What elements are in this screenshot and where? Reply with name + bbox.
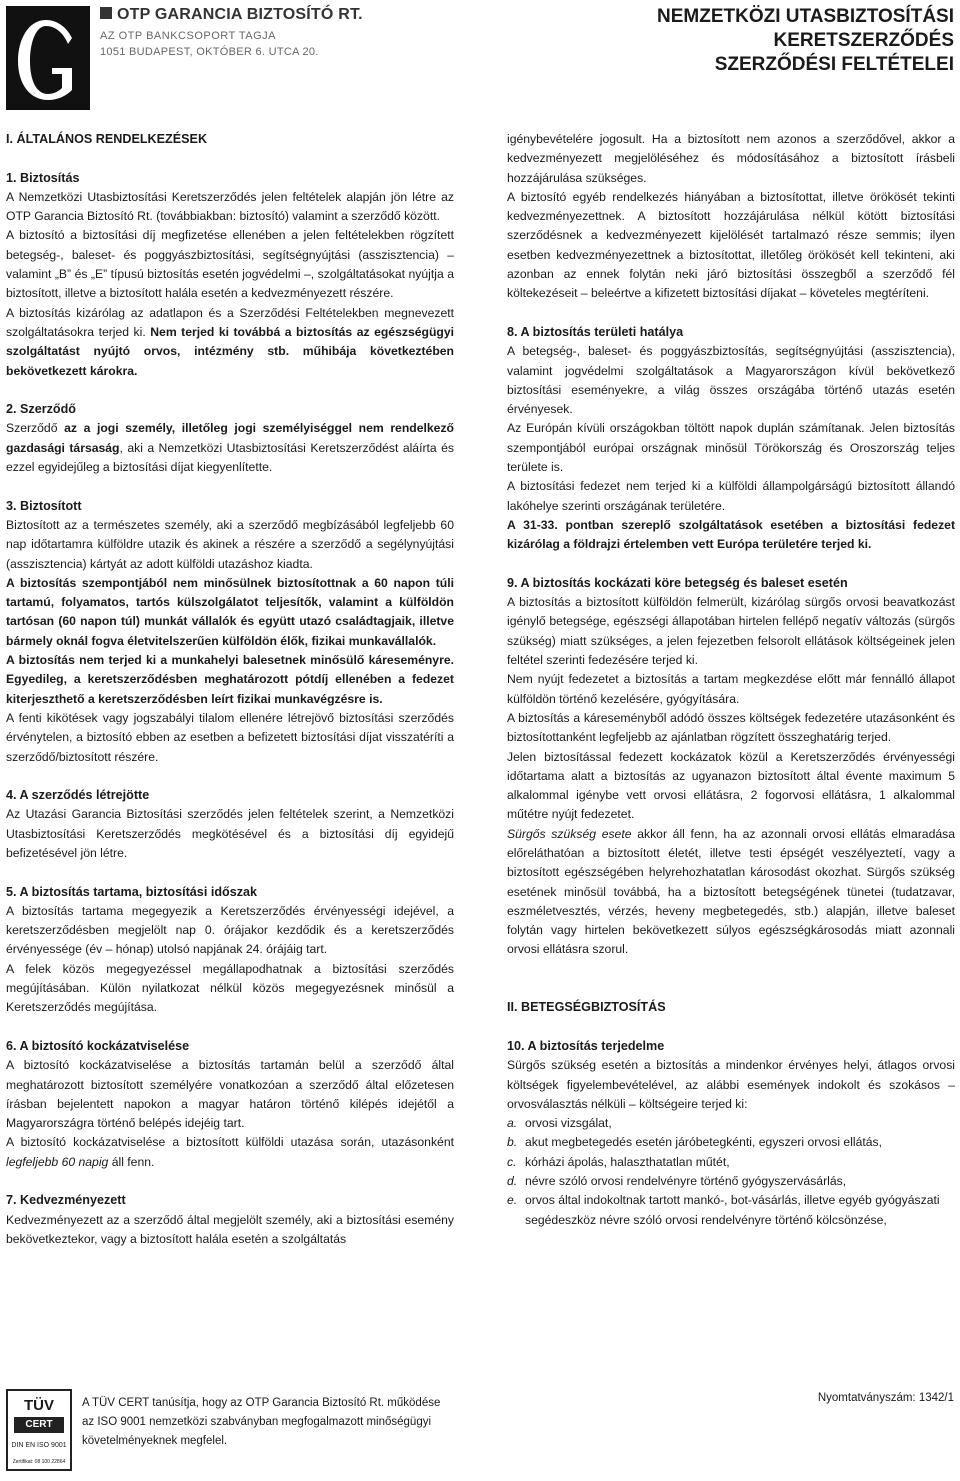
paragraph: A biztosítás kizárólag az adatlapon és a Szerződési Feltételekben megnevezett szolgáltatásokra terjed ki. Nem terjed ki továbbá a biztosítás az egészségügyi szolgáltatást nyújtó orvos, intézmény stb. műhibája következtében bekövetkezett károkra. [6, 305, 454, 378]
paragraph: A fenti kikötések vagy jogszabályi tilalom ellenére létrejövő biztosítási szerződés érvénytelen, a biztosító ebben az esetben a befizetett biztosítási díjat visszatéríti a szerződő/biztosított részére. [6, 710, 454, 764]
section-title: 7. Kedvezményezett [6, 1193, 126, 1208]
list-item: c. kórházi ápolás, halaszthatatlan műtét, [507, 1154, 730, 1169]
part-heading: II. BETEGSÉGBIZTOSÍTÁS [507, 1000, 666, 1015]
section-title: 6. A biztosító kockázatviselése [6, 1038, 190, 1053]
coverage-list [507, 1114, 955, 1230]
company-name: OTP GARANCIA BIZTOSÍTÓ RT. [117, 6, 363, 23]
section-title: 4. A szerződés létrejötte [6, 788, 150, 803]
document-title [657, 5, 954, 77]
section-title: 3. Biztosított [6, 498, 82, 513]
certification-text: A TÜV CERT tanúsítja, hogy az OTP Garancia Biztosító Rt. működése az ISO 9001 nemzetközi szabványban megfogalmazott minőségügyi követelményeknek megfelel. [82, 1397, 441, 1447]
paragraph: A biztosító egyéb rendelkezés hiányában a biztosítottat, illetve örökösét tekinti kedvezményezettnek. A biztosított hozzájárulása nélkül kötött biztosítási szerződésnek a kedvezményezett kijelölését tartalmazó része semmis; ilyen esetben kedvezményezettnek a biztosítottat, illetőleg örökösét kell tekinteni, aki azonban az ennek folytán neki járó biztosítási összegből a szerződő fél költekezéseit – beleértve a kifizetett biztosítási díjakat – követeles megtéríteni. [507, 189, 955, 301]
paragraph: igénybevételére jogosult. Ha a biztosított nem azonos a szerződővel, akkor a kedvezményezett megjelöléséhez és módosításához a biztosított írásbeli hozzájárulása szükséges. [507, 132, 955, 185]
paragraph: A Nemzetközi Utasbiztosítási Keretszerződés jelen feltételek alapján jön létre az OTP Garancia Biztosító Rt. (továbbiakban: biztosító) valamint a szerződő között. [6, 189, 454, 224]
list-item: d. névre szóló orvosi rendelvényre történő gyógyszervásárlás, [507, 1174, 847, 1189]
paragraph: A biztosítás a biztosított külföldön felmerült, kizárólag sürgős orvosi beavatkozást igénylő betegsége, egészségi állapotában hirtelen fellépő negatív változás (sürgős szükség) miatt szükséges, a jelen fejezetben felsorolt ellátások költségeinek jelen feltétel szerinti fedezésére terjed ki. [507, 595, 955, 668]
tuv-logo-top: TÜV [24, 1397, 54, 1414]
paragraph: Sürgős szükség esete akkor áll fenn, ha az azonnali orvosi ellátás elmaradása előreláthatóan a biztosított életét, illetve testi épségét veszélyeztetí, vagy a biztosított egészségében helyrehozhatatlan károsodást okozhat. Sürgős szükség esetének minősül továbbá, ha a biztosított betegségének tünetei (tudatzavar, eszméletvesztés, vérzés, heveny megbetegedés, stb.) alapján, illetve baleset folytán vagy hirtelen bekövetkezett súlyos egészségkárosodás miatt azonnali orvosi ellátásra szorul. [507, 826, 955, 957]
paragraph: A biztosító kockázatviselése a biztosítás tartamán belül a szerződő által meghatározott biztosított személyére vonatkozóan a szerződő által előzetesen írásban bejelentett napokon a magyar határon történő kilépés idejétől a Magyarországra történő belépés idejéig tart. [6, 1058, 454, 1131]
paragraph: A biztosító a biztosítási díj megfizetése ellenében a jelen feltételekben rögzített betegség-, baleset- és poggyászbiztosítási, segítségnyújtási (asszisztencia) – valamint „B” és „E” típusú biztosítás esetén jogvédelmi –, szolgáltatásokat nyújtja a biztosított, illetve a biztosított halála esetén a kedvezményezett részére. [6, 228, 454, 301]
square-bullet-icon [100, 7, 112, 19]
paragraph: A biztosítási fedezet nem terjed ki a külföldi állampolgárságú biztosított állandó lakóhelye szerinti országának területére. [507, 479, 955, 513]
section-title: 10. A biztosítás terjedelme [507, 1038, 665, 1053]
tuv-logo-standard: DIN EN ISO 9001 [11, 1442, 67, 1449]
tuv-logo-cert: Zertifikat: 08 100 22864 [12, 1459, 66, 1465]
paragraph: Kedvezményezett az a szerződő által megjelölt személy, aki a biztosítási esemény bekövetkeztekor, vagy a biztosított halála esetén a szolgáltatás [6, 1212, 454, 1246]
section-title: 5. A biztosítás tartama, biztosítási időszak [6, 884, 258, 899]
section-title: 8. A biztosítás területi hatálya [507, 324, 684, 339]
paragraph: A biztosító kockázatviselése a biztosított külföldi utazása során, utazásonként legfeljebb 60 napig áll fenn. [6, 1135, 454, 1169]
paragraph: A 31-33. pontban szereplő szolgáltatások esetében a biztosítási fedezet kizárólag a földrajzi értelemben vett Európa területére terjed ki. [507, 517, 955, 552]
paragraph: A biztosítás nem terjed ki a munkahelyi balesetnek minősülő káreseményre. Egyedileg, a keretszerződésben meghatározott pótdíj ellenében a fedezet kiterjeszthető a keretszerződésben leírt fizikai munkavégzésre is. [6, 653, 454, 706]
paragraph: A biztosítás szempontjából nem minősülnek biztosítottnak a 60 napon túli tartamú, folyamatos, tartós külszolgálatot teljesítők, valamint a külföldön tartósan (60 napon túl) munkát vállalók és együtt utazó családtagjaik, illetve bármely oknál fogva életvitelszerűen külföldön élők, fizikai munkavállalók. [6, 575, 454, 648]
paragraph: Szerződő az a jogi személy, illetőleg jogi személyiséggel nem rendelkező gazdasági társaság, aki a Nemzetközi Utasbiztosítási Keretszerződést aláírta és ezzel egyidejűleg a biztosítási díjat kiegyenlítette. [6, 421, 454, 475]
tuv-logo-mid: CERT [14, 1417, 64, 1433]
left-column [6, 130, 454, 1249]
paragraph: A betegség-, baleset- és poggyászbiztosítás, segítségnyújtási (asszisztencia), valamint jogvédelmi szolgáltatások a Magyarországon kívül bekövetkező biztosítási eseményekre, a világ összes országába történő utazás esetén érvényesek. [507, 344, 955, 417]
paragraph: Nem nyújt fedezetet a biztosítás a tartam megkezdése előtt már fennálló állapot külföldön történő kezelésére, gyógyítására. [507, 672, 955, 706]
list-item: a. orvosi vizsgálat, [507, 1116, 612, 1131]
paragraph: Biztosított az a természetes személy, aki a szerződő megbízásából legfeljebb 60 nap időtartamra külföldre utazik és akinek a részére a szerződő a segélynyújtási (asszisztencia) kártyát az adott külföldi utazáshoz kiadta. [6, 517, 454, 571]
title-line-3: SZERZŐDÉSI FELTÉTELEI [714, 54, 954, 75]
section-title: 2. Szerződő [6, 402, 76, 417]
title-line-2: KERETSZERZŐDÉS [773, 30, 954, 51]
paragraph: A biztosítás a káreseményből adódó összes költségek fedezetére utazásonként és biztosítottanként legfeljebb az ajánlatban rögzített összeghatárig terjed. [507, 710, 955, 745]
company-address: 1051 BUDAPEST, OKTÓBER 6. UTCA 20. [100, 46, 319, 58]
section-title: 9. A biztosítás kockázati köre betegség és baleset esetén [507, 575, 848, 590]
paragraph: A biztosítás tartama megegyezik a Keretszerződés érvényességi idejével, a keretszerződésben megjelölt nap 0. órájakor kezdődik és a keretszerződés érvényessége (év – hónap) utolsó napjának 24. órájáig tart. [6, 903, 454, 957]
list-item: b. akut megbetegedés esetén járóbetegkénti, egyszeri orvosi ellátás, [507, 1135, 883, 1150]
title-line-1: NEMZETKÖZI UTASBIZTOSÍTÁSI [657, 6, 954, 27]
list-item: e. orvos által indokoltnak tartott mankó-, bot-vásárlás, illetve egyéb gyógyászati segédeszköz névre szóló orvosi rendelvényre történő kölcsönzése, [507, 1193, 940, 1227]
tuv-cert-logo [6, 1389, 72, 1471]
paragraph: Az Utazási Garancia Biztosítási szerződés jelen feltételek szerint, a Nemzetközi Utasbiztosítási Keretszerződés megkötésével és a biztosítási díj egyidejű befizetésével jön létre. [6, 807, 454, 860]
g-letter-logo-icon [6, 6, 90, 110]
paragraph: Sürgős szükség esetén a biztosítás a mindenkor érvényes helyi, átlagos orvosi költségek figyelembevételével, az alábbi események indokolt és szokásos – orvosválasztás nélküli – költségeire terjed ki: [507, 1058, 955, 1111]
form-number: Nyomtatványszám: 1342/1 [817, 1392, 954, 1404]
section-title: 1. Biztosítás [6, 170, 80, 185]
paragraph: A felek közös megegyezéssel megállapodhatnak a biztosítási szerződés megújításában. Külön nyilatkozat nélkül közös megegyezésnek minősül a Keretszerződés megújítása. [6, 961, 454, 1015]
paragraph: Jelen biztosítással fedezett kockázatok közül a Keretszerződés érvényességi időtartama alatt a biztosítás az ugyanazon biztosított által évente maximum 5 alkalommal igénybe vett orvosi ellátásra, 2 fogorvosi ellátásra, 1 alkalommal műtétre nyújt fedezetet. [507, 749, 955, 822]
paragraph: Az Európán kívüli országokban töltött napok duplán számítanak. Jelen biztosítás szempontjából európai országnak minősül Törökország és Oroszország teljes területe is. [507, 421, 955, 475]
company-group: AZ OTP BANKCSOPORT TAGJA [100, 30, 277, 42]
logo [6, 6, 90, 110]
right-column [507, 130, 955, 1230]
part-heading: I. ÁLTALÁNOS RENDELKEZÉSEK [6, 132, 208, 146]
company-block [100, 6, 363, 58]
footer [0, 1384, 960, 1481]
